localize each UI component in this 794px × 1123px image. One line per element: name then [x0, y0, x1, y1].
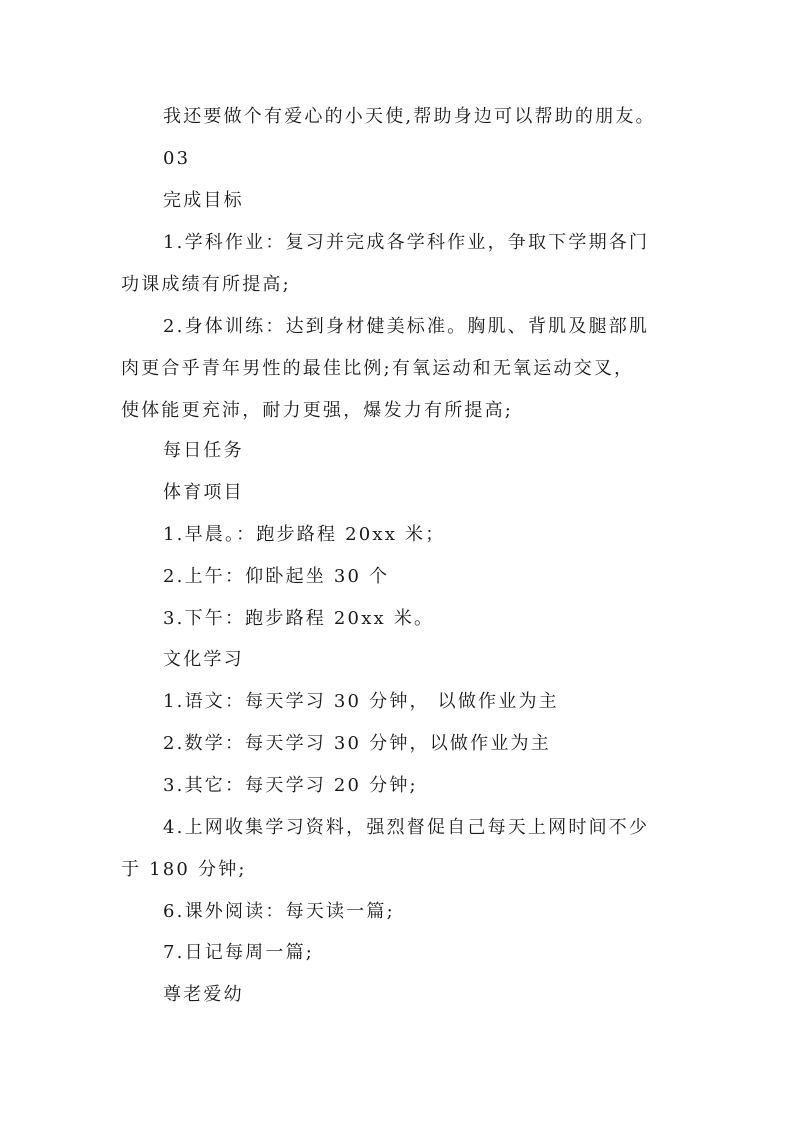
paragraph-line: 我还要做个有爱心的小天使,帮助身边可以帮助的朋友。 [163, 106, 656, 127]
list-item: 3.下午：跑步路程 20xx 米。 [163, 608, 435, 629]
paragraph-line: 2.身体训练：达到身材健美标准。胸肌、背肌及腿部肌 [163, 316, 650, 337]
paragraph-line: 功课成绩有所提高; [121, 274, 291, 295]
paragraph-line: 肉更合乎青年男性的最佳比例;有氧运动和无氧运动交叉， [121, 358, 635, 379]
section-heading: 完成目标 [163, 190, 244, 211]
list-item-continuation: 于 180 分钟; [121, 859, 247, 880]
paragraph-line: 1.学科作业：复习并完成各学科作业，争取下学期各门 [163, 232, 650, 253]
list-item: 1.语文：每天学习 30 分钟， 以做作业为主 [163, 691, 559, 712]
list-item: 4.上网收集学习资料，强烈督促自己每天上网时间不少 [163, 817, 650, 838]
list-item: 3.其它：每天学习 20 分钟; [163, 775, 418, 796]
list-item: 2.上午：仰卧起坐 30 个 [163, 566, 390, 587]
section-number: 03 [163, 148, 191, 169]
section-heading: 尊老爱幼 [163, 984, 244, 1005]
paragraph-line: 使体能更充沛，耐力更强，爆发力有所提高; [121, 400, 514, 421]
list-item: 1.早晨。：跑步路程 20xx 米； [163, 524, 446, 545]
list-item: 2.数学：每天学习 30 分钟，以做作业为主 [163, 733, 551, 754]
section-heading: 每日任务 [163, 440, 244, 461]
list-item: 7.日记每周一篇; [163, 942, 315, 963]
subsection-heading: 体育项目 [163, 482, 244, 503]
subsection-heading: 文化学习 [163, 649, 244, 670]
list-item: 6.课外阅读：每天读一篇; [163, 901, 395, 922]
